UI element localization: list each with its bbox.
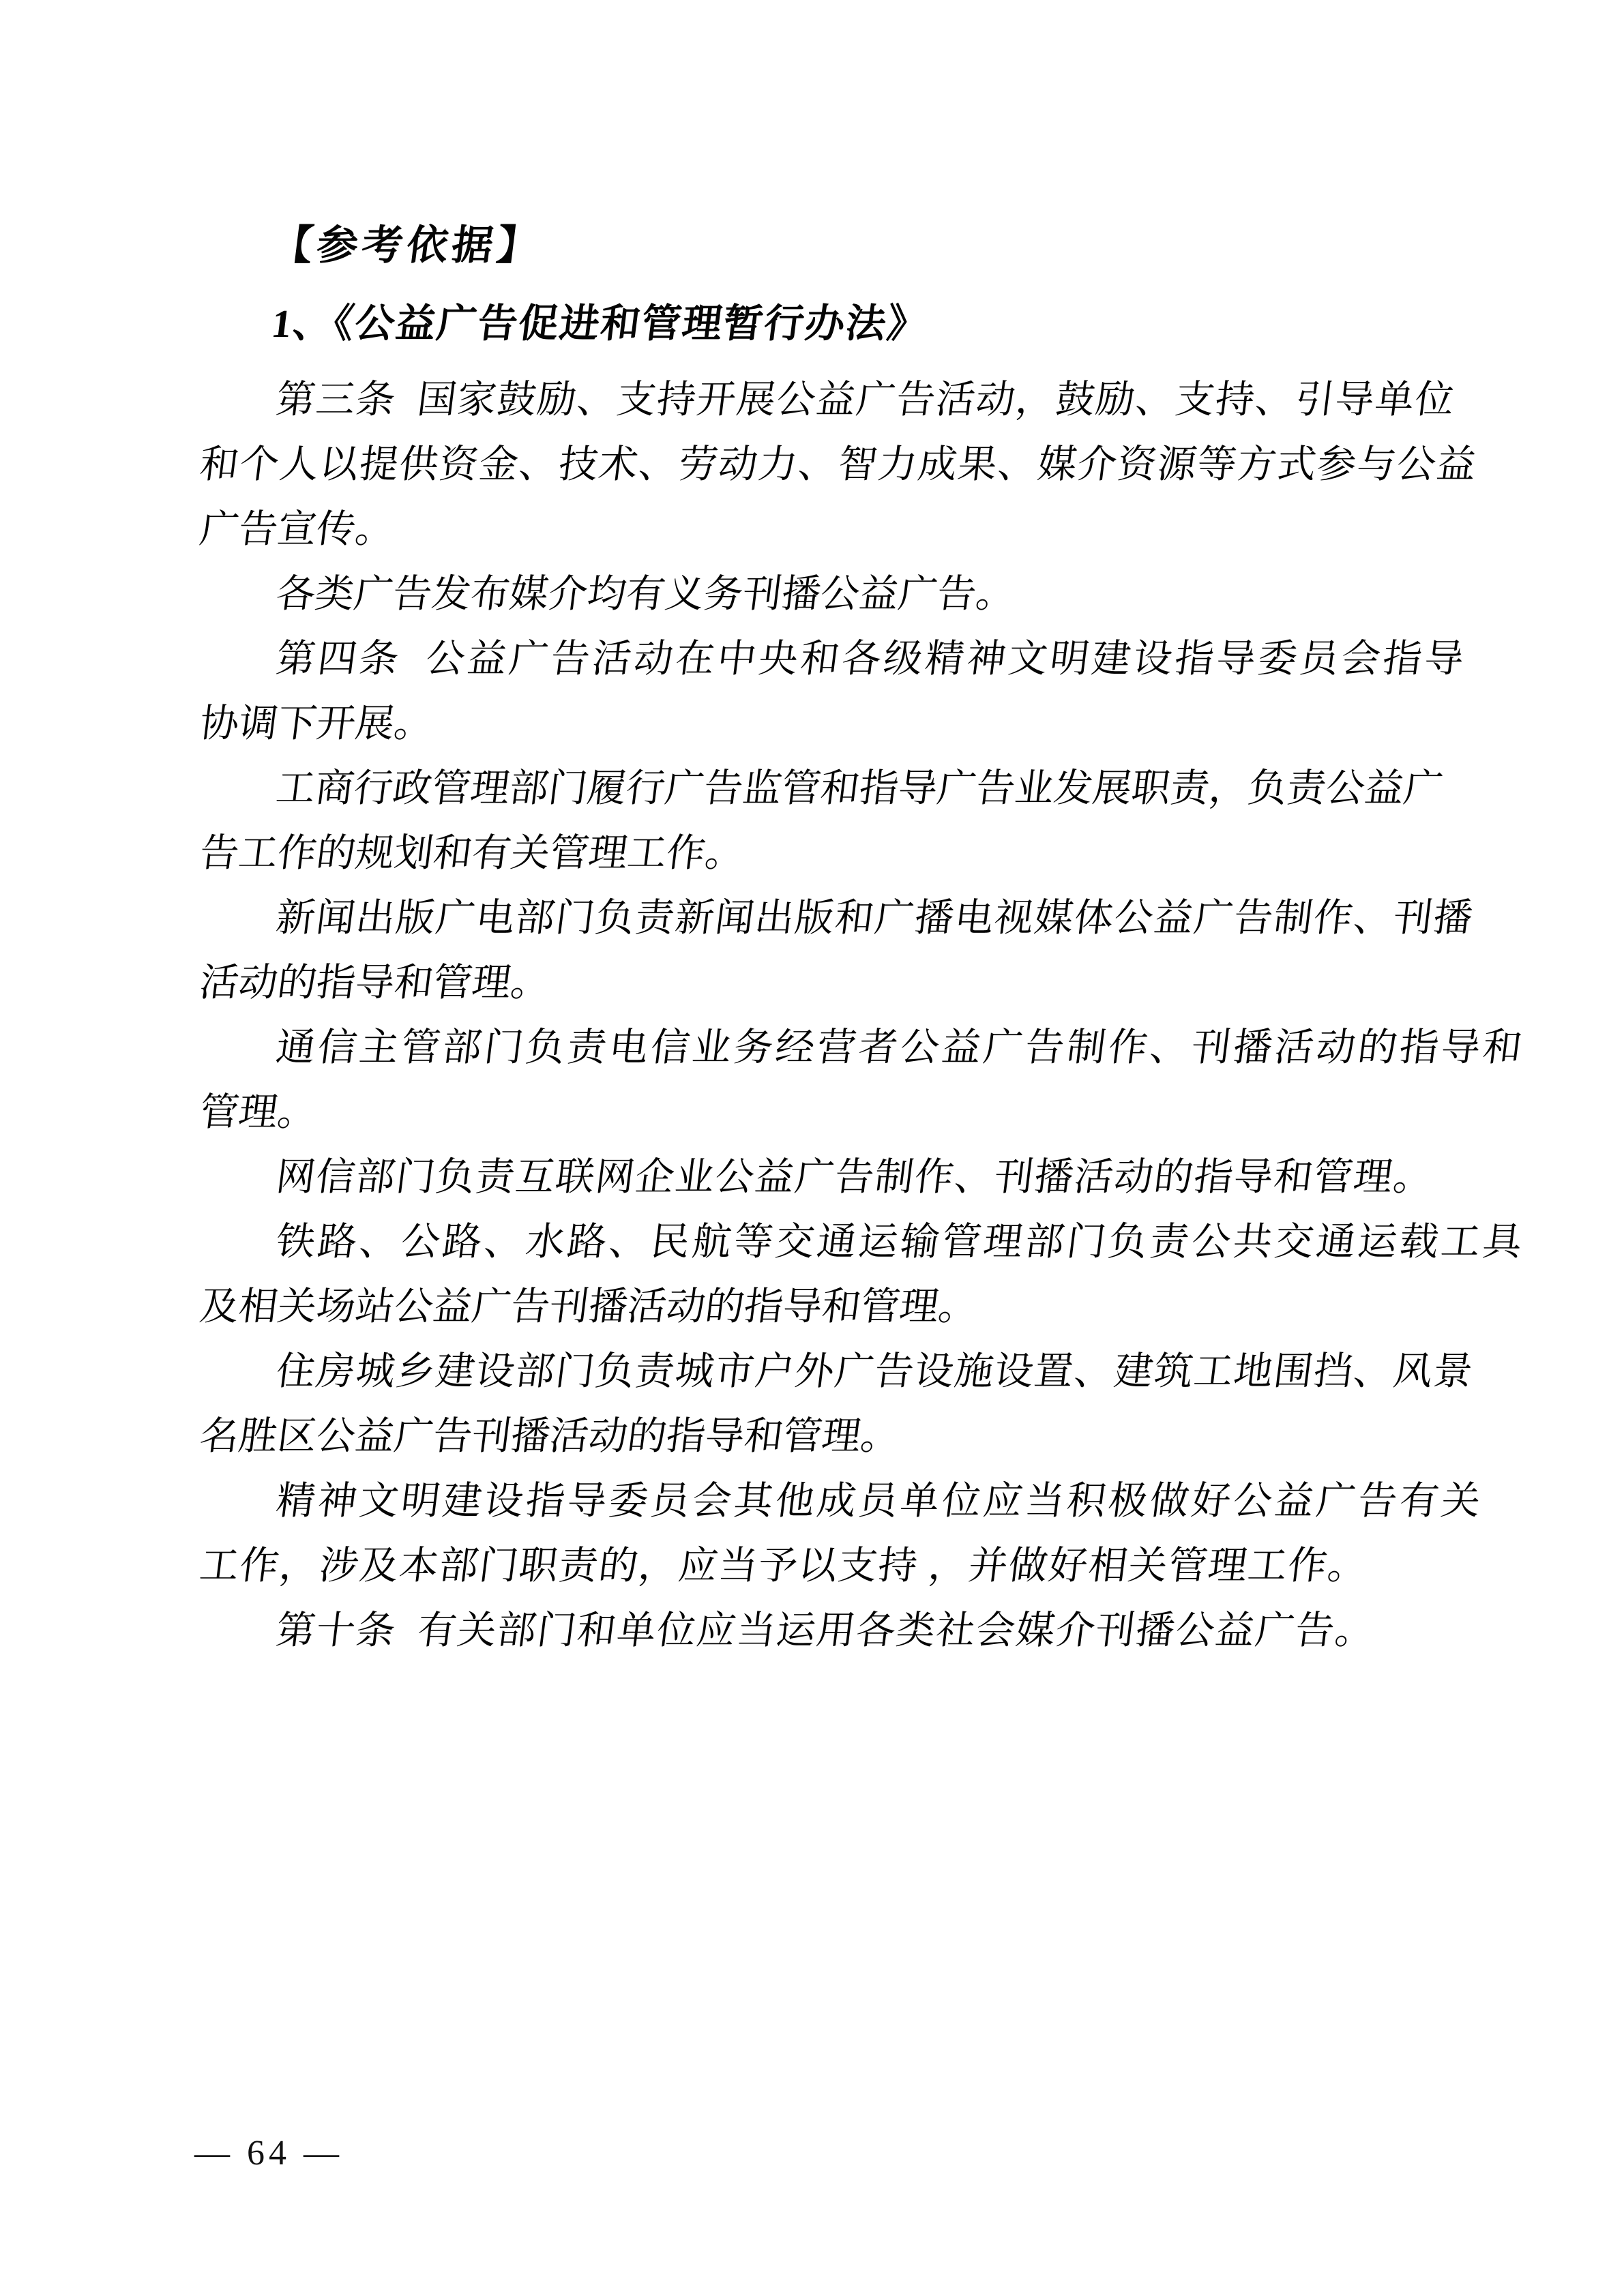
paragraph-line: 活动的指导和管理。 — [197, 961, 553, 1004]
paragraph-line: 第四条 公益广告活动在中央和各级精神文明建设指导委员会指导 — [274, 638, 1469, 681]
paragraph-article-10 — [194, 1611, 1422, 1676]
paragraph-line: 第十条 有关部门和单位应当运用各类社会媒介刊播公益广告。 — [274, 1609, 1378, 1652]
paragraph-line: 协调下开展。 — [197, 702, 437, 745]
section-heading: 【参考依据】 — [269, 223, 545, 268]
paragraph-transport — [194, 1221, 1528, 1352]
paragraph-line: 网信部门负责互联网企业公益广告制作、刊播活动的指导和管理。 — [274, 1156, 1436, 1199]
paragraph-line: 工作，涉及本部门职责的，应当予以支持 ，并做好相关管理工作。 — [197, 1545, 1371, 1587]
paragraph-civilization-committee — [194, 1480, 1486, 1611]
regulation-title: 1、《公益广告促进和管理暂行办法》 — [269, 301, 931, 346]
paragraph-housing-urban-rural — [194, 1350, 1477, 1482]
paragraph-line: 及相关场站公益广告刊播活动的指导和管理。 — [197, 1285, 981, 1328]
paragraph-line: 新闻出版广电部门负责新闻出版和广播电视媒体公益广告制作、刊播 — [274, 897, 1477, 940]
paragraph-article-3 — [194, 378, 1480, 575]
paragraph-line: 管理。 — [197, 1091, 320, 1134]
paragraph-line: 和个人以提供资金、技术、劳动力、智力成果、媒介资源等方式参与公益 — [197, 443, 1480, 486]
paragraph-line: 各类广告发布媒介均有义务刊播公益广告。 — [274, 573, 1018, 616]
paragraph-line: 工商行政管理部门履行广告监管和指导广告业发展职责，负责公益广 — [274, 767, 1446, 810]
paragraph-industry-commerce — [194, 767, 1446, 899]
page-number: — 64 — — [194, 2134, 343, 2173]
paragraph-line: 第三条 国家鼓励、支持开展公益广告活动，鼓励、支持、引导单位 — [274, 378, 1458, 421]
paragraph-line: 通信主管部门负责电信业务经营者公益广告制作、刊播活动的指导和 — [274, 1026, 1528, 1069]
paragraph-media-duty — [194, 575, 1422, 640]
paragraph-line: 广告宣传。 — [197, 508, 398, 551]
paragraph-line: 名胜区公益广告刊播活动的指导和管理。 — [197, 1415, 903, 1458]
paragraph-cyberspace — [194, 1156, 1436, 1223]
paragraph-telecom — [194, 1026, 1528, 1158]
paragraph-line: 住房城乡建设部门负责城市户外广告设施设置、建筑工地围挡、风景 — [274, 1350, 1477, 1393]
paragraph-press-publication-radio-tv — [194, 897, 1477, 1028]
paragraph-line: 告工作的规划和有关管理工作。 — [197, 832, 748, 875]
page-text-column — [194, 223, 1528, 1676]
paragraph-article-4 — [194, 638, 1469, 769]
paragraph-line: 铁路、公路、水路、民航等交通运输管理部门负责公共交通运载工具 — [274, 1221, 1528, 1264]
paragraph-line: 精神文明建设指导委员会其他成员单位应当积极做好公益广告有关 — [274, 1480, 1486, 1523]
